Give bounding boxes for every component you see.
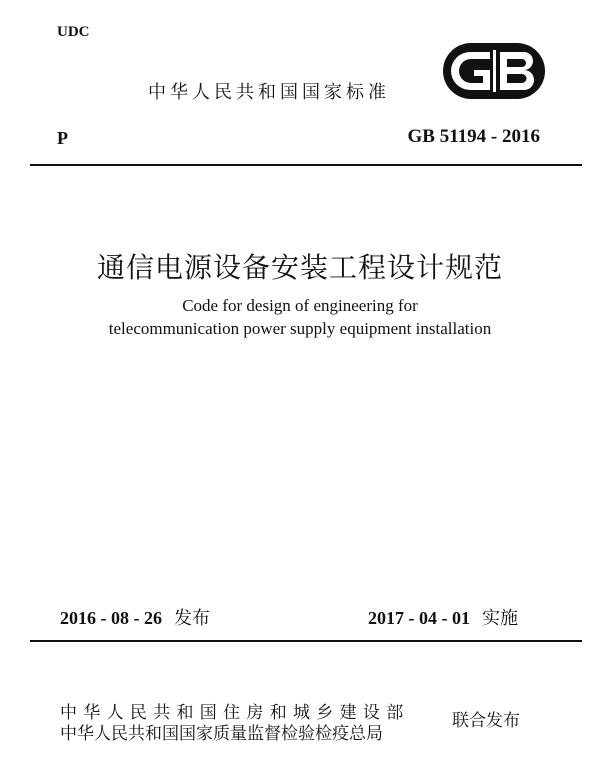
implementation-label: 实施 bbox=[482, 608, 518, 629]
issue-date-block bbox=[60, 604, 210, 630]
publisher-2: 中华人民共和国国家质量监督检验检疫总局 bbox=[60, 724, 383, 744]
title-english-line2: telecommunication power supply equipment installation bbox=[108, 319, 492, 338]
implementation-date-block bbox=[368, 604, 518, 630]
implementation-date: 2017 - 04 - 01 bbox=[368, 608, 470, 628]
standard-number: GB 51194 - 2016 bbox=[407, 126, 540, 147]
category-code: P bbox=[57, 128, 68, 148]
udc-label: UDC bbox=[57, 24, 90, 40]
issue-date: 2016 - 08 - 26 bbox=[60, 608, 162, 628]
footer-divider bbox=[30, 640, 582, 642]
publisher-1: 中华人民共和国住房和城乡建设部 bbox=[60, 703, 410, 723]
national-standard-heading: 中华人民共和国国家标准 bbox=[148, 82, 390, 103]
gb-logo-icon bbox=[440, 40, 548, 102]
issue-label: 发布 bbox=[174, 608, 210, 629]
joint-publish-label: 联合发布 bbox=[452, 711, 520, 731]
title-chinese: 通信电源设备安装工程设计规范 bbox=[96, 253, 503, 284]
header-divider bbox=[30, 164, 582, 166]
title-english-line1: Code for design of engineering for bbox=[182, 296, 418, 315]
